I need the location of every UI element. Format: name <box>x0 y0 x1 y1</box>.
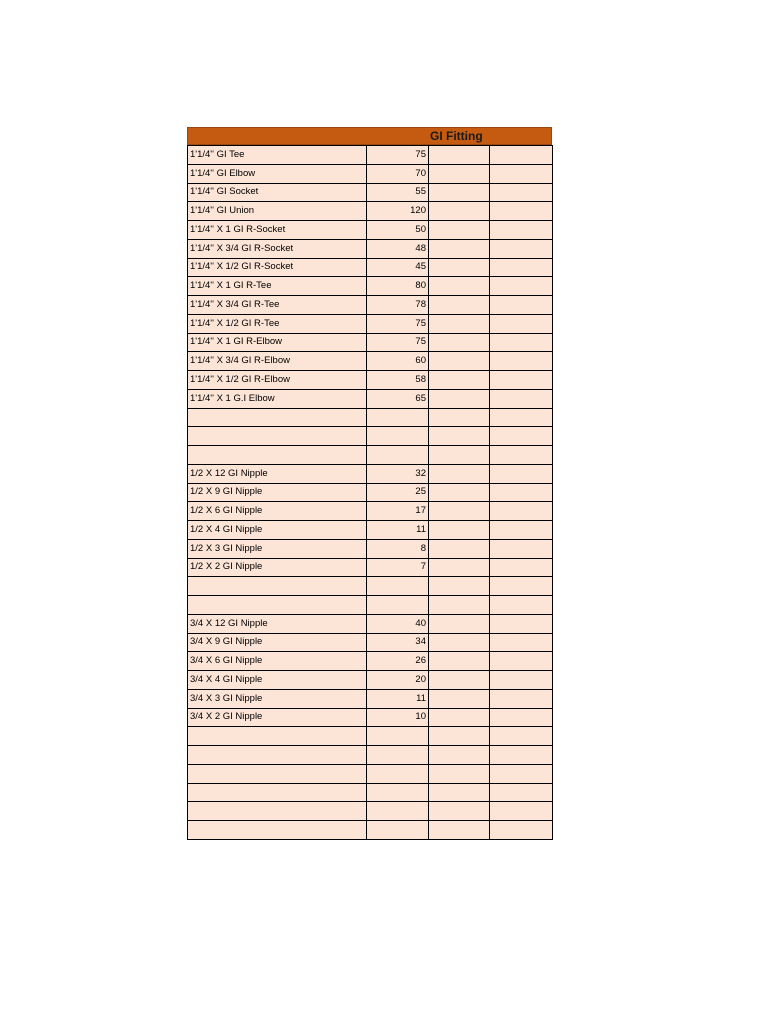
item-quantity-cell[interactable]: 58 <box>367 371 429 390</box>
table-row <box>188 333 553 352</box>
empty-cell[interactable] <box>429 764 490 783</box>
empty-cell[interactable] <box>490 146 553 165</box>
empty-cell[interactable] <box>490 464 553 483</box>
empty-cell[interactable] <box>490 764 553 783</box>
item-quantity-cell[interactable]: 20 <box>367 671 429 690</box>
fittings-table-body <box>188 146 553 840</box>
table-row <box>188 164 553 183</box>
item-quantity-cell[interactable]: 75 <box>367 314 429 333</box>
table-row <box>188 633 553 652</box>
empty-cell[interactable] <box>490 727 553 746</box>
empty-cell[interactable] <box>429 277 490 296</box>
item-name-cell[interactable]: 1/2 X 9 GI Nipple <box>188 483 367 502</box>
table-row <box>188 671 553 690</box>
empty-cell[interactable] <box>490 333 553 352</box>
item-name-cell[interactable]: 1'1/4'' GI Socket <box>188 183 367 202</box>
table-row <box>188 652 553 671</box>
table-row <box>188 352 553 371</box>
table-row <box>188 764 553 783</box>
empty-cell[interactable] <box>429 746 490 765</box>
item-name-cell[interactable]: 1'1/4'' X 3/4 GI R-Tee <box>188 296 367 315</box>
table-row <box>188 558 553 577</box>
item-quantity-cell[interactable]: 26 <box>367 652 429 671</box>
table-row <box>188 708 553 727</box>
item-name-cell[interactable]: 1/2 X 4 GI Nipple <box>188 521 367 540</box>
empty-cell[interactable] <box>490 558 553 577</box>
empty-cell[interactable] <box>429 521 490 540</box>
table-row <box>188 408 553 427</box>
table-row <box>188 464 553 483</box>
item-name-cell[interactable]: 1/2 X 6 GI Nipple <box>188 502 367 521</box>
item-quantity-cell[interactable] <box>367 727 429 746</box>
table-row <box>188 614 553 633</box>
fittings-table <box>187 145 553 840</box>
empty-cell[interactable] <box>490 371 553 390</box>
item-name-cell[interactable]: 1/2 X 12 GI Nipple <box>188 464 367 483</box>
table-row <box>188 483 553 502</box>
item-name-cell[interactable]: 1'1/4'' GI Elbow <box>188 164 367 183</box>
item-name-cell[interactable] <box>188 446 367 465</box>
empty-cell[interactable] <box>490 689 553 708</box>
empty-cell[interactable] <box>490 239 553 258</box>
table-row <box>188 689 553 708</box>
item-name-cell[interactable] <box>188 746 367 765</box>
empty-cell[interactable] <box>490 277 553 296</box>
item-name-cell[interactable]: 1'1/4'' X 1/2 GI R-Socket <box>188 258 367 277</box>
table-row <box>188 746 553 765</box>
item-quantity-cell[interactable] <box>367 802 429 821</box>
empty-cell[interactable] <box>490 652 553 671</box>
item-quantity-cell[interactable]: 55 <box>367 183 429 202</box>
item-name-cell[interactable]: 3/4 X 2 GI Nipple <box>188 708 367 727</box>
empty-cell[interactable] <box>490 783 553 802</box>
item-name-cell[interactable]: 1'1/4'' X 1 GI R-Tee <box>188 277 367 296</box>
item-name-cell[interactable]: 1'1/4'' GI Tee <box>188 146 367 165</box>
item-quantity-cell[interactable]: 11 <box>367 521 429 540</box>
empty-cell[interactable] <box>490 389 553 408</box>
table-row <box>188 202 553 221</box>
item-quantity-cell[interactable] <box>367 746 429 765</box>
item-name-cell[interactable]: 1'1/4'' X 1 GI R-Elbow <box>188 333 367 352</box>
empty-cell[interactable] <box>490 314 553 333</box>
empty-cell[interactable] <box>490 633 553 652</box>
empty-cell[interactable] <box>429 371 490 390</box>
item-quantity-cell[interactable]: 75 <box>367 146 429 165</box>
empty-cell[interactable] <box>490 539 553 558</box>
item-quantity-cell[interactable] <box>367 408 429 427</box>
empty-cell[interactable] <box>490 427 553 446</box>
item-name-cell[interactable]: 1'1/4'' GI Union <box>188 202 367 221</box>
empty-cell[interactable] <box>429 221 490 240</box>
item-name-cell[interactable] <box>188 727 367 746</box>
item-quantity-cell[interactable] <box>367 596 429 615</box>
item-quantity-cell[interactable] <box>367 427 429 446</box>
empty-cell[interactable] <box>429 633 490 652</box>
table-row <box>188 727 553 746</box>
empty-cell[interactable] <box>490 502 553 521</box>
empty-cell[interactable] <box>429 446 490 465</box>
empty-cell[interactable] <box>429 296 490 315</box>
empty-cell[interactable] <box>429 183 490 202</box>
gi-fitting-sheet <box>187 127 552 840</box>
table-row <box>188 239 553 258</box>
item-name-cell[interactable]: 1'1/4'' X 1 GI R-Socket <box>188 221 367 240</box>
empty-cell[interactable] <box>429 164 490 183</box>
table-row <box>188 821 553 840</box>
empty-cell[interactable] <box>490 296 553 315</box>
item-name-cell[interactable]: 3/4 X 6 GI Nipple <box>188 652 367 671</box>
table-row <box>188 802 553 821</box>
empty-cell[interactable] <box>490 446 553 465</box>
table-row <box>188 427 553 446</box>
item-quantity-cell[interactable]: 10 <box>367 708 429 727</box>
empty-cell[interactable] <box>490 821 553 840</box>
item-name-cell[interactable]: 1'1/4'' X 1/2 GI R-Tee <box>188 314 367 333</box>
item-name-cell[interactable]: 1'1/4'' X 3/4 GI R-Elbow <box>188 352 367 371</box>
empty-cell[interactable] <box>429 502 490 521</box>
item-name-cell[interactable] <box>188 764 367 783</box>
empty-cell[interactable] <box>429 727 490 746</box>
table-row <box>188 314 553 333</box>
empty-cell[interactable] <box>490 671 553 690</box>
item-quantity-cell[interactable]: 65 <box>367 389 429 408</box>
item-quantity-cell[interactable]: 78 <box>367 296 429 315</box>
item-name-cell[interactable]: 3/4 X 12 GI Nipple <box>188 614 367 633</box>
empty-cell[interactable] <box>490 746 553 765</box>
item-name-cell[interactable] <box>188 802 367 821</box>
item-quantity-cell[interactable]: 48 <box>367 239 429 258</box>
empty-cell[interactable] <box>490 408 553 427</box>
empty-cell[interactable] <box>429 558 490 577</box>
item-name-cell[interactable] <box>188 577 367 596</box>
item-name-cell[interactable]: 1/2 X 3 GI Nipple <box>188 539 367 558</box>
item-name-cell[interactable]: 3/4 X 4 GI Nipple <box>188 671 367 690</box>
empty-cell[interactable] <box>429 333 490 352</box>
item-quantity-cell[interactable]: 32 <box>367 464 429 483</box>
item-quantity-cell[interactable]: 50 <box>367 221 429 240</box>
table-row <box>188 783 553 802</box>
table-row <box>188 258 553 277</box>
item-quantity-cell[interactable]: 40 <box>367 614 429 633</box>
item-quantity-cell[interactable] <box>367 783 429 802</box>
table-row <box>188 539 553 558</box>
empty-cell[interactable] <box>429 427 490 446</box>
empty-cell[interactable] <box>429 239 490 258</box>
empty-cell[interactable] <box>429 614 490 633</box>
item-quantity-cell[interactable]: 25 <box>367 483 429 502</box>
table-row <box>188 296 553 315</box>
table-row <box>188 183 553 202</box>
empty-cell[interactable] <box>429 783 490 802</box>
empty-cell[interactable] <box>429 464 490 483</box>
table-row <box>188 277 553 296</box>
empty-cell[interactable] <box>490 202 553 221</box>
table-row <box>188 446 553 465</box>
item-quantity-cell[interactable]: 17 <box>367 502 429 521</box>
empty-cell[interactable] <box>429 389 490 408</box>
item-quantity-cell[interactable]: 8 <box>367 539 429 558</box>
item-quantity-cell[interactable] <box>367 446 429 465</box>
item-quantity-cell[interactable] <box>367 821 429 840</box>
empty-cell[interactable] <box>490 164 553 183</box>
table-row <box>188 221 553 240</box>
item-name-cell[interactable]: 3/4 X 9 GI Nipple <box>188 633 367 652</box>
item-quantity-cell[interactable] <box>367 577 429 596</box>
table-row <box>188 502 553 521</box>
empty-cell[interactable] <box>490 577 553 596</box>
sheet-title-bar <box>187 127 552 145</box>
item-name-cell[interactable]: 1/2 X 2 GI Nipple <box>188 558 367 577</box>
empty-cell[interactable] <box>429 539 490 558</box>
item-quantity-cell[interactable]: 80 <box>367 277 429 296</box>
empty-cell[interactable] <box>429 258 490 277</box>
empty-cell[interactable] <box>429 802 490 821</box>
item-name-cell[interactable]: 1'1/4'' X 1/2 GI R-Elbow <box>188 371 367 390</box>
empty-cell[interactable] <box>429 483 490 502</box>
empty-cell[interactable] <box>490 614 553 633</box>
item-quantity-cell[interactable]: 34 <box>367 633 429 652</box>
empty-cell[interactable] <box>490 802 553 821</box>
empty-cell[interactable] <box>429 314 490 333</box>
item-name-cell[interactable] <box>188 783 367 802</box>
table-row <box>188 596 553 615</box>
empty-cell[interactable] <box>429 671 490 690</box>
table-row <box>188 371 553 390</box>
empty-cell[interactable] <box>490 221 553 240</box>
empty-cell[interactable] <box>490 521 553 540</box>
empty-cell[interactable] <box>429 408 490 427</box>
empty-cell[interactable] <box>429 689 490 708</box>
item-quantity-cell[interactable] <box>367 764 429 783</box>
empty-cell[interactable] <box>429 652 490 671</box>
item-name-cell[interactable] <box>188 596 367 615</box>
table-row <box>188 521 553 540</box>
item-quantity-cell[interactable]: 7 <box>367 558 429 577</box>
empty-cell[interactable] <box>429 352 490 371</box>
item-name-cell[interactable] <box>188 821 367 840</box>
empty-cell[interactable] <box>490 258 553 277</box>
empty-cell[interactable] <box>490 596 553 615</box>
item-name-cell[interactable] <box>188 427 367 446</box>
empty-cell[interactable] <box>429 202 490 221</box>
empty-cell[interactable] <box>429 577 490 596</box>
item-quantity-cell[interactable]: 60 <box>367 352 429 371</box>
item-name-cell[interactable]: 3/4 X 3 GI Nipple <box>188 689 367 708</box>
item-quantity-cell[interactable]: 120 <box>367 202 429 221</box>
table-row <box>188 577 553 596</box>
item-name-cell[interactable]: 1'1/4'' X 1 G.I Elbow <box>188 389 367 408</box>
empty-cell[interactable] <box>429 596 490 615</box>
item-quantity-cell[interactable]: 70 <box>367 164 429 183</box>
empty-cell[interactable] <box>490 352 553 371</box>
empty-cell[interactable] <box>429 821 490 840</box>
item-name-cell[interactable]: 1'1/4'' X 3/4 GI R-Socket <box>188 239 367 258</box>
empty-cell[interactable] <box>490 183 553 202</box>
item-quantity-cell[interactable]: 11 <box>367 689 429 708</box>
item-quantity-cell[interactable]: 45 <box>367 258 429 277</box>
table-row <box>188 389 553 408</box>
empty-cell[interactable] <box>490 483 553 502</box>
item-quantity-cell[interactable]: 75 <box>367 333 429 352</box>
table-row <box>188 146 553 165</box>
sheet-title: GI Fitting <box>430 129 483 143</box>
empty-cell[interactable] <box>490 708 553 727</box>
empty-cell[interactable] <box>429 146 490 165</box>
item-name-cell[interactable] <box>188 408 367 427</box>
empty-cell[interactable] <box>429 708 490 727</box>
